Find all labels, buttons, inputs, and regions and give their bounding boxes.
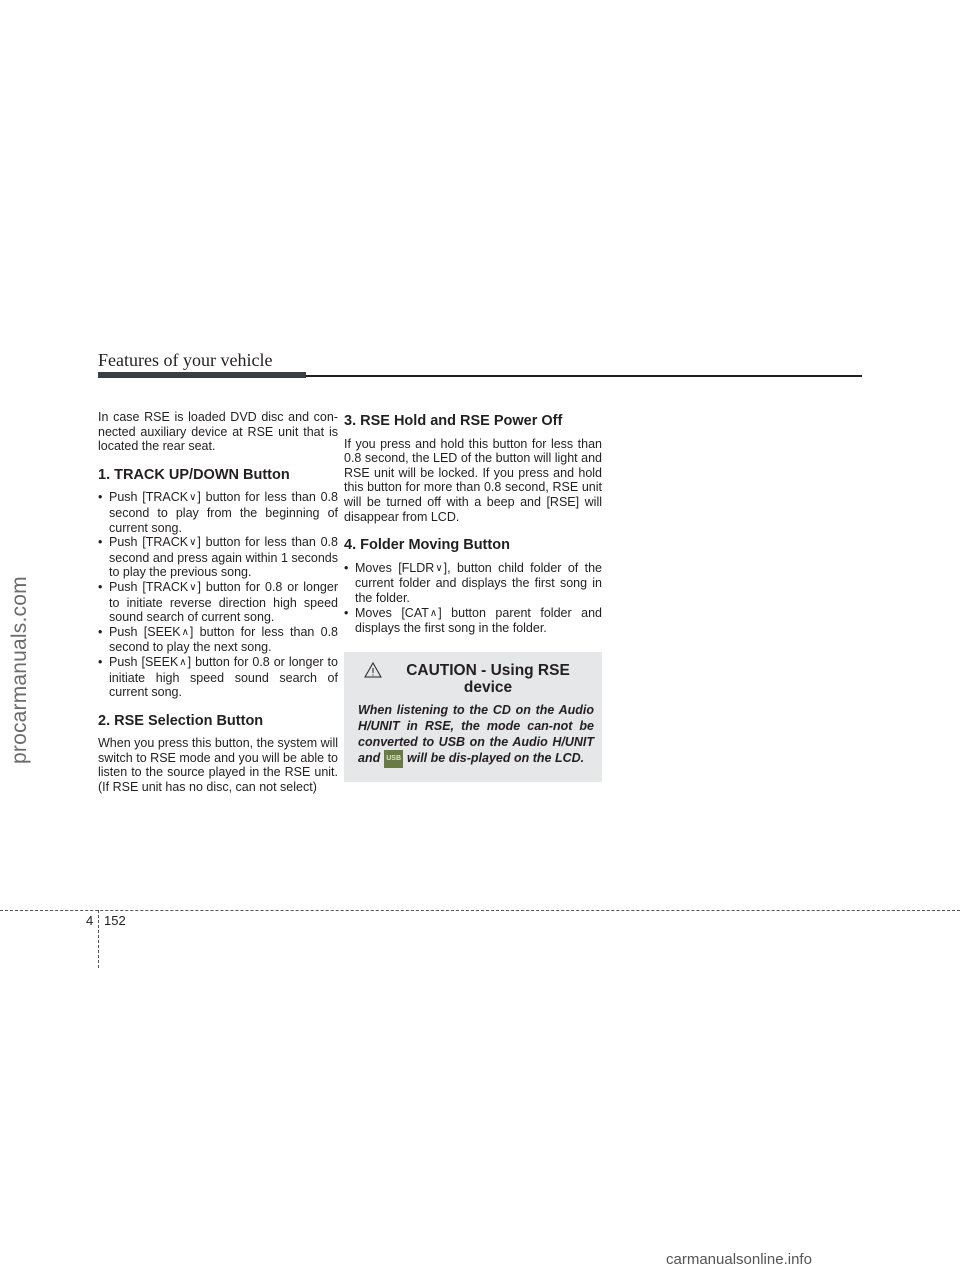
list-item: • Push [SEEK∧] button for 0.8 or longer to initiate high speed sound search of current song. xyxy=(98,655,338,700)
chevron-down-icon: ∨ xyxy=(189,492,197,504)
chevron-down-icon: ∨ xyxy=(189,537,197,549)
chevron-up-icon: ∧ xyxy=(179,656,187,668)
warning-triangle-icon xyxy=(364,662,382,678)
section1-list xyxy=(98,490,338,699)
chapter-number: 4 xyxy=(86,913,94,928)
section1-heading: 1. TRACK UP/DOWN Button xyxy=(98,466,290,483)
usb-icon: USB xyxy=(384,750,403,768)
list-item: • Push [TRACK∨] button for less than 0.8 second to play from the beginning of current song. xyxy=(98,490,338,535)
footer-site-text: carmanualsonline.info xyxy=(666,1251,812,1268)
chevron-down-icon: ∨ xyxy=(435,562,443,574)
list-item: • Moves [CAT∧] button parent folder and displays the first song in the folder. xyxy=(344,606,602,636)
section3-heading: 3. RSE Hold and RSE Power Off xyxy=(344,413,563,429)
section4-list xyxy=(344,561,602,636)
left-column xyxy=(98,410,338,805)
chevron-down-icon: ∨ xyxy=(189,581,197,593)
footer-rule xyxy=(0,910,960,911)
header-accent-bar xyxy=(98,372,306,378)
page-number: 152 xyxy=(104,913,126,928)
caution-box xyxy=(344,652,602,782)
right-column xyxy=(344,410,602,782)
intro-paragraph: In case RSE is loaded DVD disc and con-nected auxiliary device at RSE unit that is located the rear seat. xyxy=(98,410,338,454)
list-item: • Moves [FLDR∨], button child folder of the current folder and displays the first song in the folder. xyxy=(344,561,602,606)
caution-text: When listening to the CD on the Audio H/UNIT in RSE, the mode can-not be converted to USB on the Audio H/UNIT and USB will be dis-played on the LCD. xyxy=(358,702,594,768)
section2-paragraph: When you press this button, the system will switch to RSE mode and you will be able to listen to the source played in the RSE unit. (If RSE unit has no disc, can not select) xyxy=(98,736,338,795)
watermark-text: procarmanuals.com xyxy=(8,576,31,764)
section4-heading: 4. Folder Moving Button xyxy=(344,537,510,554)
chevron-up-icon: ∧ xyxy=(429,607,438,619)
section3-paragraph: If you press and hold this button for less than 0.8 second, the LED of the button will light and RSE unit will be locked. If you press and hold this button for more than 0.8 second, RSE unit will be turned off with a beep and [RSE] will disappear from LCD. xyxy=(344,436,602,524)
footer-divider xyxy=(98,910,99,968)
section2-heading: 2. RSE Selection Button xyxy=(98,712,264,729)
list-item: • Push [SEEK∧] button for less than 0.8 second to play the next song. xyxy=(98,625,338,655)
page-header-title: Features of your vehicle xyxy=(98,350,273,370)
list-item: • Push [TRACK∨] button for 0.8 or longer to initiate reverse direction high speed sound search of current song. xyxy=(98,580,338,625)
caution-title: CAUTION - Using RSE device xyxy=(358,660,594,702)
chevron-up-icon: ∧ xyxy=(181,626,189,638)
list-item: • Push [TRACK∨] button for less than 0.8 second and press again within 1 seconds to play the previous song. xyxy=(98,535,338,580)
